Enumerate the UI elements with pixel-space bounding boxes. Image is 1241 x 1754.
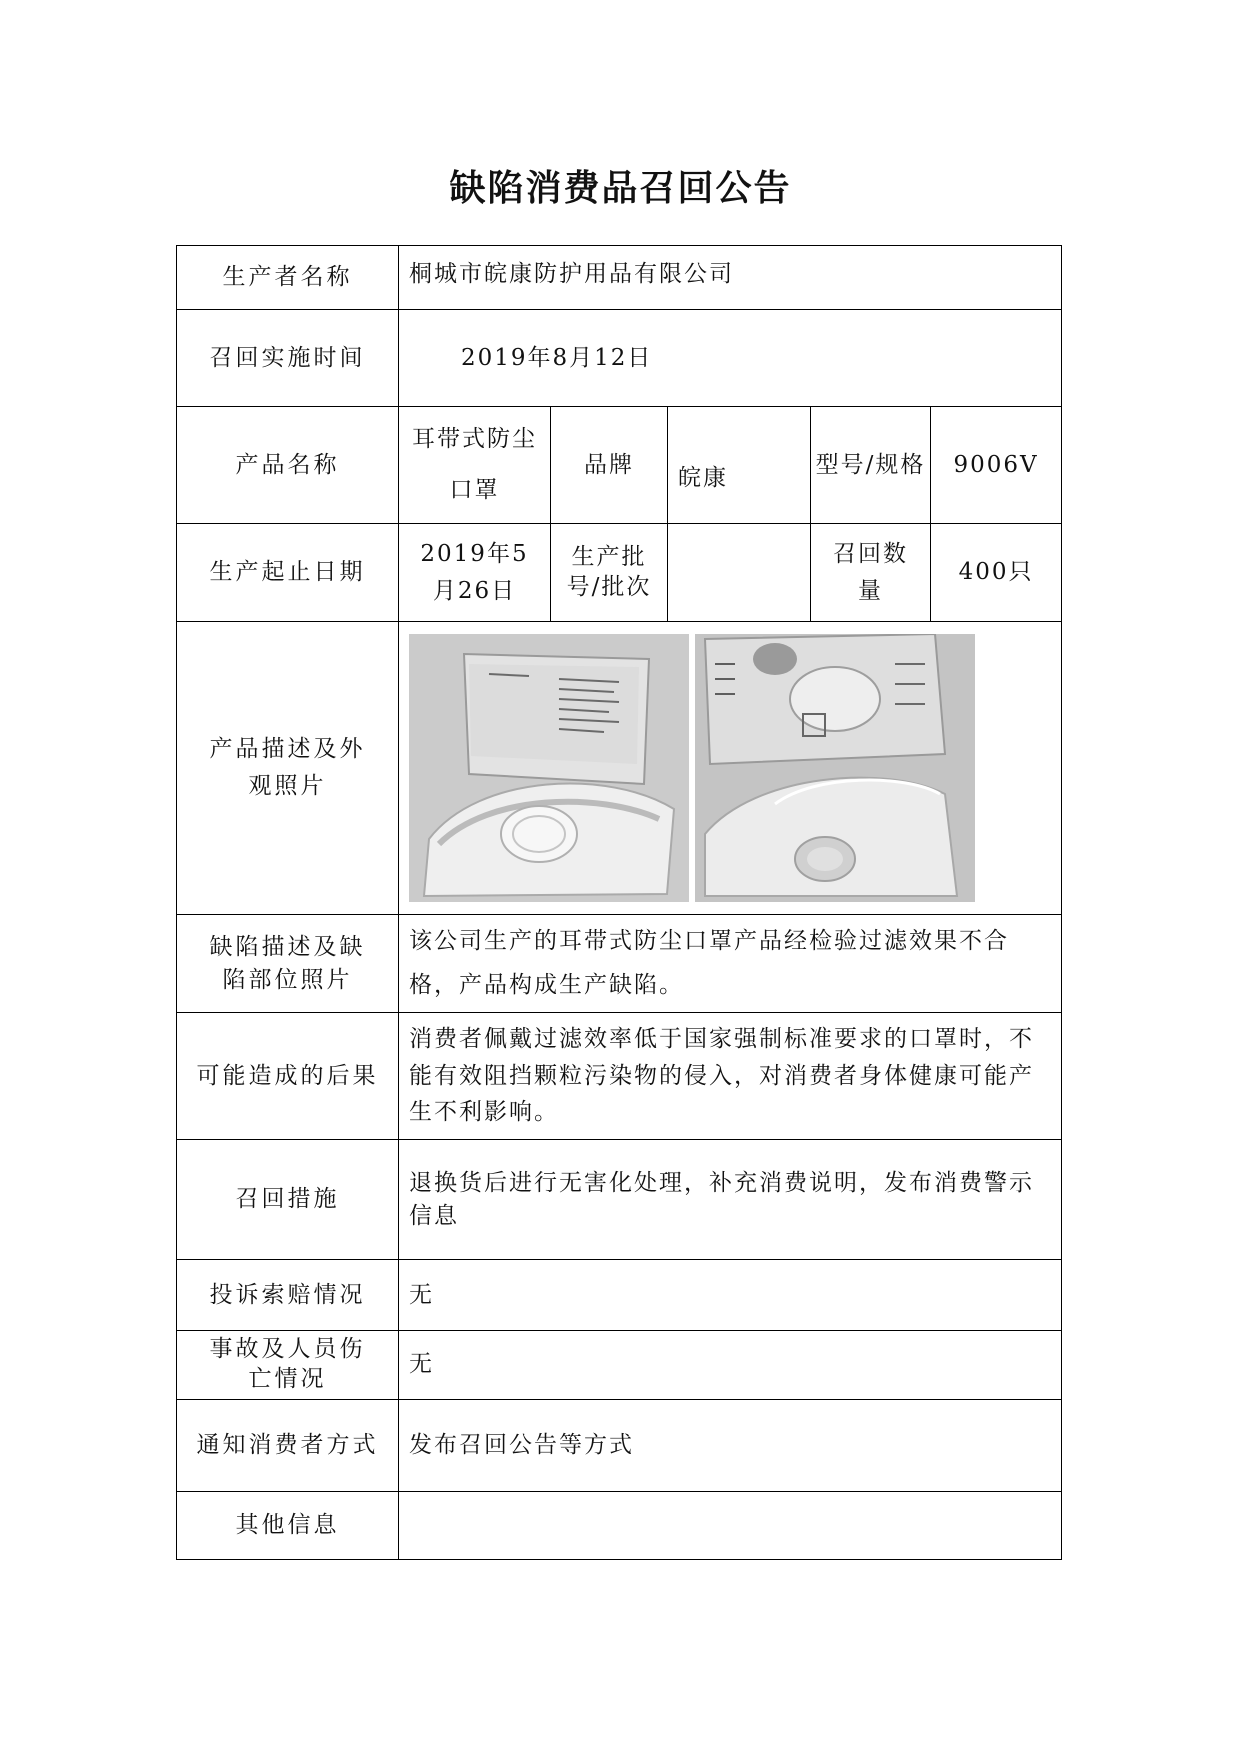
row-recall-date [177, 310, 1062, 407]
row-production [177, 524, 1062, 622]
recall-date-label: 召回实施时间 [177, 310, 399, 407]
complaints-value: 无 [399, 1260, 1062, 1331]
row-consequence [177, 1013, 1062, 1140]
product-photo-right [695, 634, 975, 902]
accidents-value: 无 [399, 1331, 1062, 1400]
description-photo-cell [399, 622, 1062, 915]
row-notify [177, 1399, 1062, 1491]
defect-value: 该公司生产的耳带式防尘口罩产品经检验过滤效果不合格，产品构成生产缺陷。 [399, 915, 1062, 1013]
model-value: 9006V [931, 407, 1062, 524]
other-value [399, 1491, 1062, 1559]
row-accidents [177, 1331, 1062, 1400]
product-name-value: 耳带式防尘口罩 [399, 407, 551, 524]
row-description [177, 622, 1062, 915]
brand-value: 皖康 [668, 407, 811, 524]
consequence-value: 消费者佩戴过滤效率低于国家强制标准要求的口罩时，不能有效阻挡颗粒污染物的侵入，对消费者身体健康可能产生不利影响。 [399, 1013, 1062, 1140]
recall-date-value: 2019年8月12日 [399, 310, 1062, 407]
notify-value: 发布召回公告等方式 [399, 1399, 1062, 1491]
row-complaints [177, 1260, 1062, 1331]
accidents-label: 事故及人员伤亡情况 [177, 1331, 399, 1400]
batch-label: 生产批号/批次 [551, 524, 668, 622]
measures-label: 召回措施 [177, 1140, 399, 1260]
row-other [177, 1491, 1062, 1559]
row-product [177, 407, 1062, 524]
recall-table [176, 245, 1062, 1560]
description-label: 产品描述及外观照片 [177, 622, 399, 915]
row-defect [177, 915, 1062, 1013]
brand-label: 品牌 [551, 407, 668, 524]
consequence-label: 可能造成的后果 [177, 1013, 399, 1140]
batch-value [668, 524, 811, 622]
page-title: 缺陷消费品召回公告 [449, 168, 792, 209]
row-manufacturer [177, 246, 1062, 310]
measures-value: 退换货后进行无害化处理，补充消费说明，发布消费警示信息 [399, 1140, 1062, 1260]
production-date-value: 2019年5月26日 [399, 524, 551, 622]
production-date-label: 生产起止日期 [177, 524, 399, 622]
model-label: 型号/规格 [811, 407, 931, 524]
other-label: 其他信息 [177, 1491, 399, 1559]
complaints-label: 投诉索赔情况 [177, 1260, 399, 1331]
defect-label: 缺陷描述及缺陷部位照片 [177, 915, 399, 1013]
notify-label: 通知消费者方式 [177, 1399, 399, 1491]
quantity-label: 召回数量 [811, 524, 931, 622]
quantity-value: 400只 [931, 524, 1062, 622]
product-photo-left [409, 634, 689, 902]
manufacturer-label: 生产者名称 [177, 246, 399, 310]
row-measures [177, 1140, 1062, 1260]
product-name-label: 产品名称 [177, 407, 399, 524]
manufacturer-value: 桐城市皖康防护用品有限公司 [399, 246, 1062, 310]
